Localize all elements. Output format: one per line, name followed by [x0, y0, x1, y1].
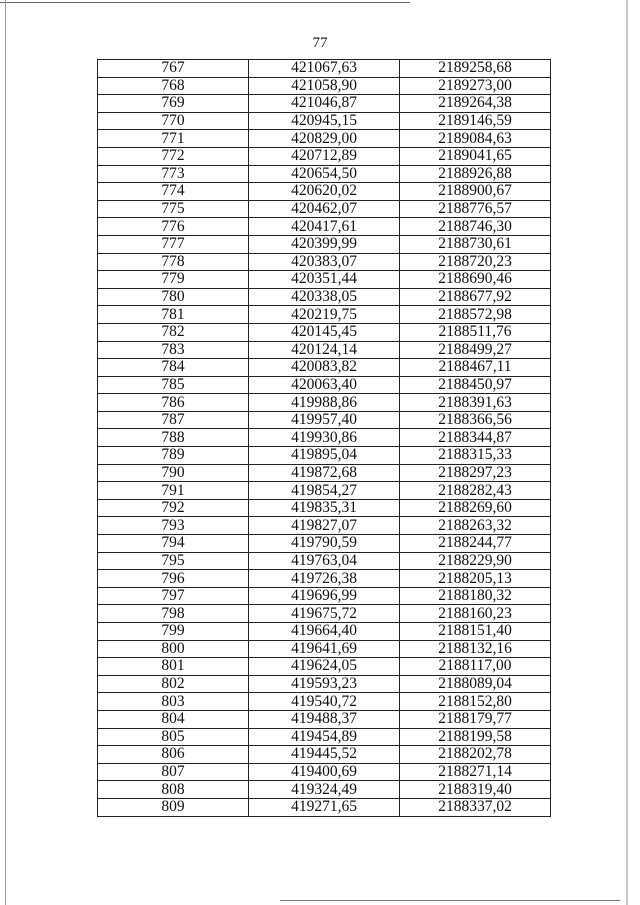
table-row — [98, 112, 551, 130]
y-coordinate-cell: 2188746,30 — [400, 218, 551, 236]
y-coordinate-cell: 2188467,11 — [400, 359, 551, 377]
point-number-cell: 800 — [98, 640, 249, 658]
y-coordinate-cell: 2188337,02 — [400, 798, 551, 816]
table-row — [98, 710, 551, 728]
x-coordinate-cell: 419675,72 — [249, 605, 400, 623]
point-number-cell: 778 — [98, 253, 249, 271]
point-number-cell: 808 — [98, 781, 249, 799]
y-coordinate-cell: 2188730,61 — [400, 235, 551, 253]
y-coordinate-cell: 2188205,13 — [400, 570, 551, 588]
y-coordinate-cell: 2188391,63 — [400, 394, 551, 412]
table-row — [98, 623, 551, 641]
point-number-cell: 775 — [98, 200, 249, 218]
point-number-cell: 787 — [98, 411, 249, 429]
point-number-cell: 792 — [98, 499, 249, 517]
table-row — [98, 693, 551, 711]
x-coordinate-cell: 419790,59 — [249, 535, 400, 553]
y-coordinate-cell: 2189264,38 — [400, 95, 551, 113]
table-row — [98, 147, 551, 165]
table-row — [98, 798, 551, 816]
point-number-cell: 805 — [98, 728, 249, 746]
point-number-cell: 806 — [98, 746, 249, 764]
table-row — [98, 235, 551, 253]
point-number-cell: 789 — [98, 447, 249, 465]
point-number-cell: 803 — [98, 693, 249, 711]
y-coordinate-cell: 2188179,77 — [400, 710, 551, 728]
y-coordinate-cell: 2188089,04 — [400, 675, 551, 693]
y-coordinate-cell: 2188152,80 — [400, 693, 551, 711]
x-coordinate-cell: 420338,05 — [249, 288, 400, 306]
x-coordinate-cell: 419445,52 — [249, 746, 400, 764]
x-coordinate-cell: 419540,72 — [249, 693, 400, 711]
x-coordinate-cell: 420712,89 — [249, 147, 400, 165]
table-row — [98, 165, 551, 183]
point-number-cell: 804 — [98, 710, 249, 728]
x-coordinate-cell: 421067,63 — [249, 60, 400, 78]
x-coordinate-cell: 419726,38 — [249, 570, 400, 588]
x-coordinate-cell: 419930,86 — [249, 429, 400, 447]
x-coordinate-cell: 419988,86 — [249, 394, 400, 412]
point-number-cell: 769 — [98, 95, 249, 113]
x-coordinate-cell: 420654,50 — [249, 165, 400, 183]
table-row — [98, 376, 551, 394]
x-coordinate-cell: 419454,89 — [249, 728, 400, 746]
point-number-cell: 794 — [98, 535, 249, 553]
table-row — [98, 781, 551, 799]
point-number-cell: 777 — [98, 235, 249, 253]
x-coordinate-cell: 420219,75 — [249, 306, 400, 324]
table-row — [98, 200, 551, 218]
y-coordinate-cell: 2188229,90 — [400, 552, 551, 570]
table-row — [98, 763, 551, 781]
x-coordinate-cell: 419696,99 — [249, 587, 400, 605]
scan-right-edge — [626, 0, 628, 905]
y-coordinate-cell: 2188282,43 — [400, 482, 551, 500]
table-row — [98, 359, 551, 377]
y-coordinate-cell: 2189273,00 — [400, 77, 551, 95]
table-row — [98, 535, 551, 553]
point-number-cell: 807 — [98, 763, 249, 781]
page-number: 77 — [312, 35, 328, 51]
table-row — [98, 394, 551, 412]
y-coordinate-cell: 2188690,46 — [400, 271, 551, 289]
point-number-cell: 785 — [98, 376, 249, 394]
point-number-cell: 797 — [98, 587, 249, 605]
x-coordinate-cell: 419488,37 — [249, 710, 400, 728]
x-coordinate-cell: 420620,02 — [249, 183, 400, 201]
table-row — [98, 570, 551, 588]
point-number-cell: 809 — [98, 798, 249, 816]
point-number-cell: 772 — [98, 147, 249, 165]
table-row — [98, 658, 551, 676]
table-row — [98, 728, 551, 746]
y-coordinate-cell: 2188319,40 — [400, 781, 551, 799]
table-row — [98, 605, 551, 623]
x-coordinate-cell: 420462,07 — [249, 200, 400, 218]
y-coordinate-cell: 2188315,33 — [400, 447, 551, 465]
table-row — [98, 429, 551, 447]
coordinates-table-body — [98, 60, 551, 817]
table-row — [98, 323, 551, 341]
coordinates-table — [97, 59, 551, 817]
table-row — [98, 640, 551, 658]
table-row — [98, 517, 551, 535]
x-coordinate-cell: 419872,68 — [249, 464, 400, 482]
y-coordinate-cell: 2188271,14 — [400, 763, 551, 781]
table-row — [98, 60, 551, 78]
y-coordinate-cell: 2188677,92 — [400, 288, 551, 306]
y-coordinate-cell: 2189258,68 — [400, 60, 551, 78]
table-row — [98, 183, 551, 201]
table-row — [98, 77, 551, 95]
point-number-cell: 774 — [98, 183, 249, 201]
x-coordinate-cell: 419593,23 — [249, 675, 400, 693]
y-coordinate-cell: 2188450,97 — [400, 376, 551, 394]
point-number-cell: 768 — [98, 77, 249, 95]
table-row — [98, 95, 551, 113]
x-coordinate-cell: 420063,40 — [249, 376, 400, 394]
table-row — [98, 447, 551, 465]
y-coordinate-cell: 2188926,88 — [400, 165, 551, 183]
table-row — [98, 482, 551, 500]
x-coordinate-cell: 419895,04 — [249, 447, 400, 465]
y-coordinate-cell: 2188132,16 — [400, 640, 551, 658]
y-coordinate-cell: 2188244,77 — [400, 535, 551, 553]
y-coordinate-cell: 2188263,32 — [400, 517, 551, 535]
x-coordinate-cell: 419324,49 — [249, 781, 400, 799]
y-coordinate-cell: 2188366,56 — [400, 411, 551, 429]
point-number-cell: 773 — [98, 165, 249, 183]
point-number-cell: 767 — [98, 60, 249, 78]
x-coordinate-cell: 419763,04 — [249, 552, 400, 570]
y-coordinate-cell: 2188117,00 — [400, 658, 551, 676]
scan-top-border — [0, 2, 410, 3]
point-number-cell: 770 — [98, 112, 249, 130]
table-row — [98, 499, 551, 517]
y-coordinate-cell: 2188180,32 — [400, 587, 551, 605]
x-coordinate-cell: 419664,40 — [249, 623, 400, 641]
y-coordinate-cell: 2189146,59 — [400, 112, 551, 130]
point-number-cell: 799 — [98, 623, 249, 641]
y-coordinate-cell: 2188199,58 — [400, 728, 551, 746]
point-number-cell: 780 — [98, 288, 249, 306]
x-coordinate-cell: 419641,69 — [249, 640, 400, 658]
x-coordinate-cell: 420829,00 — [249, 130, 400, 148]
x-coordinate-cell: 420383,07 — [249, 253, 400, 271]
x-coordinate-cell: 419624,05 — [249, 658, 400, 676]
x-coordinate-cell: 419835,31 — [249, 499, 400, 517]
y-coordinate-cell: 2188269,60 — [400, 499, 551, 517]
point-number-cell: 781 — [98, 306, 249, 324]
y-coordinate-cell: 2188572,98 — [400, 306, 551, 324]
point-number-cell: 782 — [98, 323, 249, 341]
y-coordinate-cell: 2188160,23 — [400, 605, 551, 623]
point-number-cell: 779 — [98, 271, 249, 289]
point-number-cell: 783 — [98, 341, 249, 359]
y-coordinate-cell: 2188776,57 — [400, 200, 551, 218]
point-number-cell: 798 — [98, 605, 249, 623]
table-row — [98, 271, 551, 289]
y-coordinate-cell: 2188499,27 — [400, 341, 551, 359]
table-row — [98, 288, 551, 306]
y-coordinate-cell: 2189041,65 — [400, 147, 551, 165]
table-row — [98, 253, 551, 271]
y-coordinate-cell: 2189084,63 — [400, 130, 551, 148]
x-coordinate-cell: 420399,99 — [249, 235, 400, 253]
table-row — [98, 587, 551, 605]
y-coordinate-cell: 2188297,23 — [400, 464, 551, 482]
x-coordinate-cell: 420083,82 — [249, 359, 400, 377]
point-number-cell: 795 — [98, 552, 249, 570]
table-row — [98, 746, 551, 764]
x-coordinate-cell: 420145,45 — [249, 323, 400, 341]
y-coordinate-cell: 2188511,76 — [400, 323, 551, 341]
table-row — [98, 411, 551, 429]
point-number-cell: 784 — [98, 359, 249, 377]
point-number-cell: 788 — [98, 429, 249, 447]
table-row — [98, 552, 551, 570]
y-coordinate-cell: 2188151,40 — [400, 623, 551, 641]
x-coordinate-cell: 419827,07 — [249, 517, 400, 535]
y-coordinate-cell: 2188202,78 — [400, 746, 551, 764]
point-number-cell: 796 — [98, 570, 249, 588]
x-coordinate-cell: 419957,40 — [249, 411, 400, 429]
scan-bottom-border — [280, 900, 620, 901]
x-coordinate-cell: 421058,90 — [249, 77, 400, 95]
table-row — [98, 306, 551, 324]
x-coordinate-cell: 419854,27 — [249, 482, 400, 500]
x-coordinate-cell: 420417,61 — [249, 218, 400, 236]
x-coordinate-cell: 419400,69 — [249, 763, 400, 781]
point-number-cell: 801 — [98, 658, 249, 676]
x-coordinate-cell: 420945,15 — [249, 112, 400, 130]
y-coordinate-cell: 2188344,87 — [400, 429, 551, 447]
x-coordinate-cell: 421046,87 — [249, 95, 400, 113]
x-coordinate-cell: 419271,65 — [249, 798, 400, 816]
point-number-cell: 776 — [98, 218, 249, 236]
scan-left-edge — [5, 0, 6, 905]
point-number-cell: 802 — [98, 675, 249, 693]
table-row — [98, 464, 551, 482]
table-row — [98, 341, 551, 359]
table-row — [98, 675, 551, 693]
table-row — [98, 130, 551, 148]
point-number-cell: 771 — [98, 130, 249, 148]
x-coordinate-cell: 420124,14 — [249, 341, 400, 359]
point-number-cell: 790 — [98, 464, 249, 482]
point-number-cell: 791 — [98, 482, 249, 500]
table-row — [98, 218, 551, 236]
point-number-cell: 793 — [98, 517, 249, 535]
point-number-cell: 786 — [98, 394, 249, 412]
y-coordinate-cell: 2188720,23 — [400, 253, 551, 271]
x-coordinate-cell: 420351,44 — [249, 271, 400, 289]
y-coordinate-cell: 2188900,67 — [400, 183, 551, 201]
